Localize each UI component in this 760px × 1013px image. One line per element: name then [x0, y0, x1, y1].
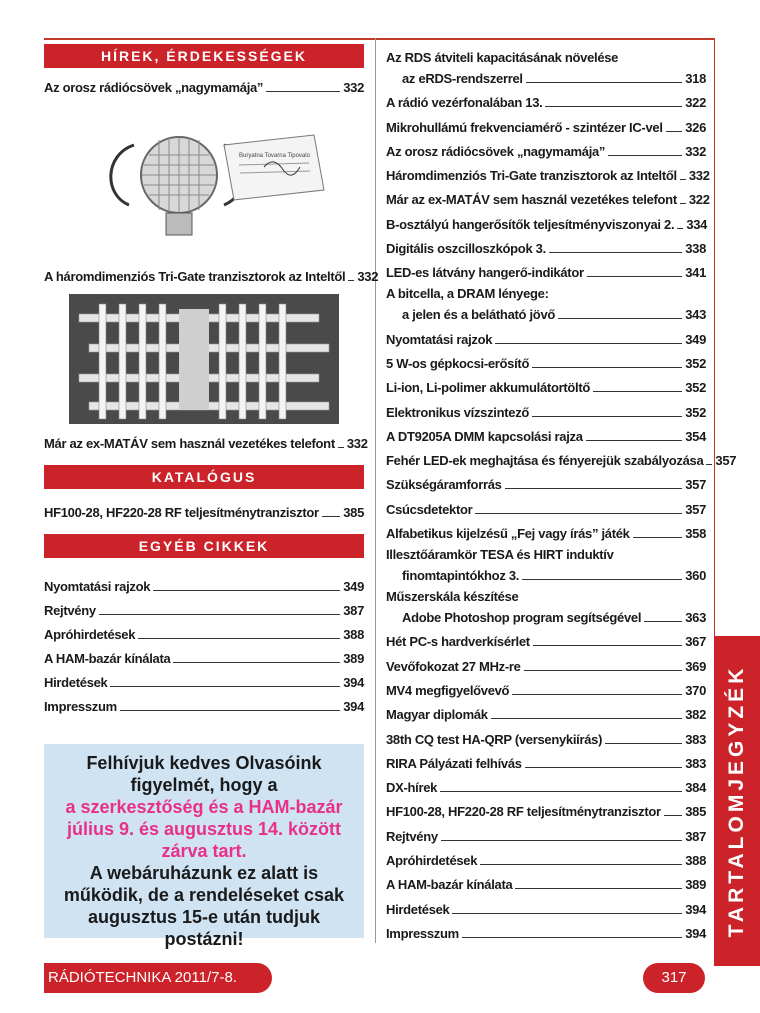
toc-page: 360 — [685, 568, 706, 584]
leader-line — [664, 815, 682, 816]
toc-title: Nyomtatási rajzok — [386, 331, 493, 347]
toc-title: Csúcsdetektor — [386, 501, 473, 517]
toc-title: Li-ion, Li-polimer akkumulátortöltő — [386, 380, 591, 396]
toc-entry[interactable] — [386, 110, 706, 134]
toc-entry[interactable] — [386, 207, 706, 231]
toc-entry[interactable] — [44, 505, 364, 520]
toc-entry[interactable] — [386, 232, 706, 256]
leader-line — [549, 252, 682, 253]
toc-title: A háromdimenziós Tri-Gate tranzisztorok az Inteltől — [44, 269, 346, 284]
vacuum-tube-illustration — [74, 105, 334, 255]
leader-line — [525, 767, 683, 768]
toc-title: Az orosz rádiócsövek „nagymamája” — [386, 143, 606, 159]
toc-page: 334 — [686, 216, 708, 232]
magazine-issue-label: RÁDIÓTECHNIKA 2011/7-8. — [44, 963, 272, 993]
leader-line — [558, 318, 682, 319]
toc-entry[interactable] — [386, 135, 706, 159]
toc-title: Szükségáramforrás — [386, 477, 502, 493]
toc-title: A HAM-bazár kínálata — [386, 877, 513, 893]
toc-page: 341 — [685, 265, 706, 281]
toc-title: Fehér LED-ek meghajtása és fényerejük szabályozása — [386, 453, 704, 469]
notice-highlight: a szerkesztőség és a HAM-bazár — [65, 797, 343, 817]
toc-title-line — [386, 586, 706, 604]
toc-title: A rádió vezérfonalában 13. — [386, 95, 543, 111]
toc-page: 322 — [688, 192, 710, 208]
table-of-contents-tab — [714, 636, 760, 966]
toc-entry-multiline[interactable] — [386, 583, 706, 625]
toc-page: 369 — [685, 658, 706, 674]
notice-line: A webáruházunk ez alatt is — [89, 863, 319, 883]
toc-entry[interactable] — [386, 444, 737, 469]
toc-title: Nyomtatási rajzok — [44, 579, 151, 594]
toc-title: Hirdetések — [386, 901, 450, 917]
toc-title: Már az ex-MATÁV sem használ vezetékes telefont — [44, 436, 335, 451]
leader-line — [475, 513, 682, 514]
leader-line — [524, 670, 683, 671]
toc-page: 322 — [685, 95, 706, 111]
toc-title: A DT9205A DMM kapcsolási rajza — [386, 428, 583, 444]
toc-page: 382 — [685, 707, 706, 723]
leader-line — [532, 416, 682, 417]
notice-highlight: zárva tart. — [161, 841, 247, 861]
toc-title: Alfabetikus kijelzésű „Fej vagy írás” játék — [386, 526, 630, 542]
toc-entry[interactable] — [44, 80, 364, 95]
toc-page: 384 — [685, 780, 706, 796]
closure-notice-box — [44, 744, 364, 949]
top-rule — [44, 38, 714, 40]
leader-line — [173, 662, 340, 663]
leader-line — [586, 440, 683, 441]
tube-label-text: Buryatna Tovarna Tipovalo — [239, 153, 310, 159]
toc-title-continued: a jelen és a belátható jövő — [402, 307, 556, 323]
notice-line: augusztus 15-e után tudjuk — [87, 907, 321, 927]
leader-line — [338, 447, 344, 448]
toc-page: 383 — [685, 731, 706, 747]
toc-title: 38th CQ test HA-QRP (versenykiírás) — [386, 731, 603, 747]
toc-page: 332 — [357, 269, 379, 284]
toc-entry[interactable] — [386, 322, 706, 346]
toc-title-continued: finomtapintókhoz 3. — [402, 568, 520, 584]
toc-page: 370 — [685, 682, 706, 698]
toc-page: 394 — [685, 925, 706, 941]
toc-entry[interactable] — [386, 722, 706, 746]
leader-line — [110, 686, 340, 687]
toc-page: 394 — [343, 675, 364, 690]
toc-page: 352 — [685, 404, 706, 420]
toc-title: A HAM-bazár kínálata — [44, 651, 171, 666]
leader-line — [99, 614, 340, 615]
toc-title: Impresszum — [386, 925, 459, 941]
toc-page: 388 — [685, 853, 706, 869]
toc-entry[interactable] — [386, 159, 710, 184]
toc-entry[interactable] — [386, 892, 706, 916]
leader-line — [266, 91, 340, 92]
leader-line — [545, 106, 682, 107]
leader-line — [587, 276, 682, 277]
toc-page: 357 — [715, 453, 737, 469]
leader-line — [677, 228, 683, 229]
toc-page: 354 — [685, 428, 706, 444]
leader-line — [512, 694, 682, 695]
toc-page: 387 — [343, 603, 364, 618]
toc-entry-multiline[interactable] — [386, 44, 706, 86]
toc-title: Háromdimenziós Tri-Gate tranzisztorok az Inteltől — [386, 168, 677, 184]
notice-line: postázni! — [164, 929, 244, 949]
toc-entry[interactable] — [386, 819, 706, 843]
leader-line — [533, 645, 682, 646]
leader-line — [440, 791, 682, 792]
leader-line — [680, 179, 686, 180]
toc-title-line — [386, 65, 706, 86]
toc-page: 326 — [685, 119, 706, 135]
toc-entry[interactable] — [44, 436, 368, 451]
toc-title: A bitcella, a DRAM lényege: — [386, 286, 549, 302]
toc-page: 338 — [685, 241, 706, 257]
toc-page: 332 — [688, 168, 710, 184]
leader-line — [515, 888, 682, 889]
notice-highlight: július 9. és augusztus 14. között — [66, 819, 342, 839]
toc-title-line — [386, 301, 706, 322]
leader-line — [452, 913, 682, 914]
toc-entry[interactable] — [44, 642, 364, 666]
leader-line — [608, 155, 682, 156]
toc-title: Hét PC-s hardverkísérlet — [386, 634, 530, 650]
toc-page: 343 — [685, 307, 706, 323]
toc-title: Impresszum — [44, 699, 117, 714]
leader-line — [522, 579, 682, 580]
toc-title: Mikrohullámú frekvenciamérő - szintézer IC-vel — [386, 119, 663, 135]
toc-page: 388 — [343, 627, 364, 642]
notice-line: működik, de a rendeléseket csak — [63, 885, 345, 905]
toc-title: Apróhirdetések — [386, 853, 478, 869]
toc-title: Rejtvény — [386, 828, 438, 844]
toc-page: 385 — [685, 804, 706, 820]
vacuum-tube-photo — [74, 105, 334, 255]
toc-title: LED-es látvány hangerő-indikátor — [386, 265, 584, 281]
toc-page: 367 — [685, 634, 706, 650]
toc-page: 352 — [685, 355, 706, 371]
left-column — [44, 44, 379, 714]
page-number: 317 — [643, 963, 705, 993]
toc-title: RIRA Pályázati felhívás — [386, 755, 522, 771]
leader-line — [120, 710, 340, 711]
toc-entry[interactable] — [386, 771, 706, 795]
toc-page: 332 — [685, 143, 706, 159]
leader-line — [593, 391, 682, 392]
toc-entry[interactable] — [386, 492, 706, 516]
leader-line — [491, 718, 683, 719]
toc-page: 352 — [685, 380, 706, 396]
leader-line — [680, 203, 686, 204]
toc-page: 383 — [685, 755, 706, 771]
toc-page: 358 — [685, 526, 706, 542]
toc-entry[interactable] — [386, 468, 706, 492]
toc-page: 385 — [343, 505, 364, 520]
toc-page: 357 — [685, 477, 706, 493]
toc-entry[interactable] — [386, 844, 706, 868]
toc-title: Digitális oszcilloszkópok 3. — [386, 241, 546, 257]
toc-title-line — [386, 562, 706, 583]
toc-entry[interactable] — [386, 420, 706, 444]
section-header-katalogus: KATALÓGUS — [44, 465, 364, 489]
toc-title: Vevőfokozat 27 MHz-re — [386, 658, 521, 674]
toc-entry[interactable] — [386, 795, 706, 819]
toc-title: Apróhirdetések — [44, 627, 136, 642]
toc-entry[interactable] — [386, 183, 710, 208]
toc-entry[interactable] — [386, 371, 706, 395]
toc-entry-multiline[interactable] — [386, 280, 706, 322]
leader-line — [605, 743, 682, 744]
toc-title: HF100-28, HF220-28 RF teljesítménytranzisztor — [386, 804, 661, 820]
column-divider — [375, 38, 376, 943]
tri-gate-transistor-photo — [69, 294, 339, 424]
toc-entry[interactable] — [44, 690, 364, 714]
toc-entry[interactable] — [386, 347, 706, 371]
toc-entry[interactable] — [386, 395, 706, 419]
toc-title: Hirdetések — [44, 675, 108, 690]
toc-title: Az orosz rádiócsövek „nagymamája” — [44, 80, 264, 95]
toc-entry[interactable] — [386, 86, 706, 110]
toc-title: Már az ex-MATÁV sem használ vezetékes telefont — [386, 192, 677, 208]
toc-page: 332 — [346, 436, 368, 451]
toc-entry[interactable] — [44, 594, 364, 618]
toc-entry[interactable] — [44, 269, 379, 284]
toc-entry[interactable] — [44, 570, 364, 594]
toc-title: Műszerskála készítése — [386, 589, 519, 605]
toc-entry[interactable] — [386, 256, 706, 280]
section-header-egyeb: EGYÉB CIKKEK — [44, 534, 364, 558]
toc-entry[interactable] — [386, 868, 706, 892]
leader-line — [532, 367, 682, 368]
toc-page: 332 — [343, 80, 364, 95]
leader-line — [505, 488, 683, 489]
toc-page: 318 — [685, 71, 706, 86]
toc-title: Magyar diplomák — [386, 707, 488, 723]
toc-title: B-osztályú hangerősítők teljesítményviszonyai 2. — [386, 216, 675, 232]
leader-line — [348, 280, 354, 281]
leader-line — [633, 537, 683, 538]
toc-entry[interactable] — [386, 649, 706, 673]
leader-line — [644, 621, 682, 622]
toc-entry[interactable] — [44, 618, 364, 642]
leader-line — [138, 638, 340, 639]
toc-entry[interactable] — [386, 625, 706, 649]
side-tab-label: TARTALOMJEGYZÉK — [725, 664, 748, 938]
toc-entry[interactable] — [386, 674, 706, 698]
toc-title: DX-hírek — [386, 780, 438, 796]
toc-page: 363 — [685, 610, 706, 626]
leader-line — [322, 516, 340, 517]
toc-title: Elektronikus vízszintező — [386, 404, 530, 420]
toc-page: 389 — [685, 877, 706, 893]
leader-line — [706, 464, 712, 465]
toc-title: 5 W-os gépkocsi-erősítő — [386, 355, 530, 371]
toc-title-line — [386, 47, 706, 65]
toc-page: 389 — [343, 651, 364, 666]
toc-page: 349 — [685, 331, 706, 347]
leader-line — [480, 864, 682, 865]
toc-title: Illesztőáramkör TESA és HIRT induktív — [386, 547, 614, 563]
leader-line — [441, 840, 682, 841]
toc-page: 394 — [685, 901, 706, 917]
toc-title: Rejtvény — [44, 603, 96, 618]
leader-line — [666, 131, 683, 132]
toc-title: MV4 megfigyelővevő — [386, 682, 510, 698]
notice-line: Felhívjuk kedves Olvasóink — [86, 753, 322, 773]
toc-entry[interactable] — [386, 747, 706, 771]
toc-entry[interactable] — [386, 917, 706, 941]
leader-line — [526, 82, 682, 83]
toc-entry[interactable] — [386, 517, 706, 541]
toc-entry-multiline[interactable] — [386, 541, 706, 583]
leader-line — [495, 343, 682, 344]
leader-line — [462, 937, 682, 938]
toc-title-line — [386, 283, 706, 301]
toc-title-line — [386, 544, 706, 562]
toc-title-line — [386, 604, 706, 625]
right-edge-rule — [714, 38, 715, 638]
toc-entry[interactable] — [386, 698, 706, 722]
notice-line: figyelmét, hogy a — [130, 775, 278, 795]
toc-page: 394 — [343, 699, 364, 714]
toc-page: 387 — [685, 828, 706, 844]
toc-entry[interactable] — [44, 666, 364, 690]
toc-title-continued: Adobe Photoshop program segítségével — [402, 610, 642, 626]
toc-title: Az RDS átviteli kapacitásának növelése — [386, 50, 619, 65]
toc-title: HF100-28, HF220-28 RF teljesítménytranzisztor — [44, 505, 319, 520]
section-header-hirek: HÍREK, ÉRDEKESSÉGEK — [44, 44, 364, 68]
toc-page: 349 — [343, 579, 364, 594]
tri-gate-illustration — [69, 294, 339, 424]
toc-page: 357 — [685, 501, 706, 517]
leader-line — [153, 590, 340, 591]
toc-title-continued: az eRDS-rendszerrel — [402, 71, 523, 86]
